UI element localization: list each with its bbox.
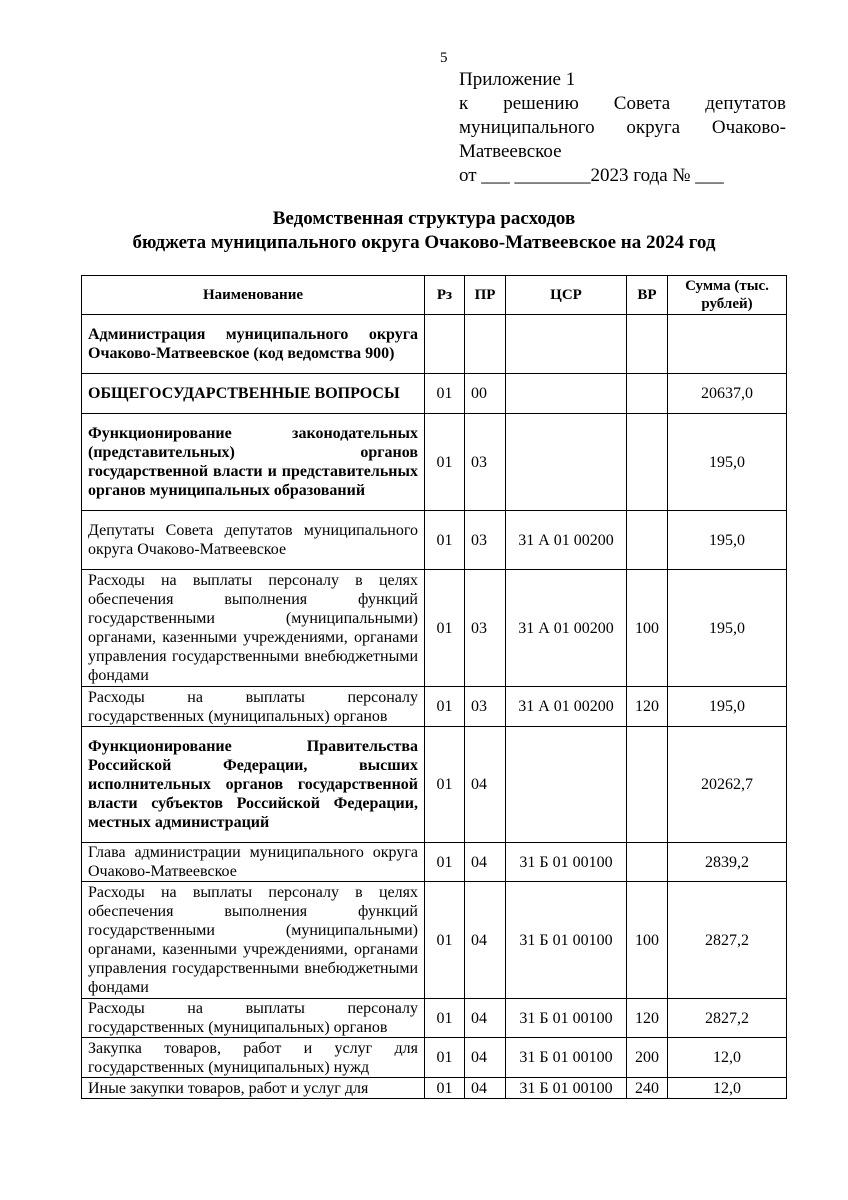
cell-sum: 195,0 xyxy=(668,414,787,511)
cell-vr xyxy=(627,511,668,570)
cell-rz: 01 xyxy=(425,511,465,570)
table-row xyxy=(82,999,787,1038)
cell-name: Функционирование законодательных (представительных) органов государственной власти и представительных органов муниципальных образований xyxy=(82,414,425,511)
table-header-row xyxy=(82,276,787,315)
cell-rz: 01 xyxy=(425,1078,465,1099)
cell-pr xyxy=(465,315,506,374)
cell-name: Депутаты Совета депутатов муниципального округа Очаково-Матвеевское xyxy=(82,511,425,570)
appendix-date-line: от ___ ________2023 года № ___ xyxy=(459,165,724,186)
appendix-decision-line: к решению Совета депутатов xyxy=(459,93,786,114)
cell-vr xyxy=(627,414,668,511)
cell-pr: 03 xyxy=(465,570,506,687)
cell-vr: 240 xyxy=(627,1078,668,1099)
cell-sum: 12,0 xyxy=(668,1038,787,1078)
page-number: 5 xyxy=(440,50,448,66)
cell-pr: 04 xyxy=(465,999,506,1038)
cell-vr: 100 xyxy=(627,570,668,687)
cell-sum: 195,0 xyxy=(668,687,787,727)
table-row xyxy=(82,570,787,687)
cell-csr: 31 Б 01 00100 xyxy=(506,999,627,1038)
table-row xyxy=(82,843,787,882)
table-row xyxy=(82,414,787,511)
cell-csr: 31 А 01 00200 xyxy=(506,687,627,727)
cell-pr: 04 xyxy=(465,1038,506,1078)
cell-pr: 04 xyxy=(465,843,506,882)
cell-name: Закупка товаров, работ и услуг для государственных (муниципальных) нужд xyxy=(82,1038,425,1078)
header-vr: ВР xyxy=(627,276,668,315)
cell-csr xyxy=(506,414,627,511)
cell-sum: 12,0 xyxy=(668,1078,787,1099)
cell-sum: 20637,0 xyxy=(668,374,787,414)
header-name: Наименование xyxy=(82,276,425,315)
table-row xyxy=(82,511,787,570)
cell-name: Глава администрации муниципального округа Очаково-Матвеевское xyxy=(82,843,425,882)
table-row xyxy=(82,687,787,727)
cell-rz: 01 xyxy=(425,1038,465,1078)
cell-rz: 01 xyxy=(425,727,465,843)
table-row xyxy=(82,1038,787,1078)
cell-sum: 195,0 xyxy=(668,511,787,570)
cell-csr: 31 Б 01 00100 xyxy=(506,882,627,999)
budget-table xyxy=(81,275,787,1099)
document-title-line-1: Ведомственная структура расходов xyxy=(272,208,576,229)
cell-name: ОБЩЕГОСУДАРСТВЕННЫЕ ВОПРОСЫ xyxy=(82,374,425,414)
table-row xyxy=(82,374,787,414)
cell-name: Расходы на выплаты персоналу в целях обеспечения выполнения функций государственными (муниципальными) органами, казенными учреждениями, органами управления государственными внебюджетными фондами xyxy=(82,570,425,687)
cell-csr xyxy=(506,727,627,843)
cell-csr: 31 А 01 00200 xyxy=(506,511,627,570)
cell-pr: 03 xyxy=(465,511,506,570)
cell-sum: 2827,2 xyxy=(668,999,787,1038)
cell-rz: 01 xyxy=(425,414,465,511)
cell-vr: 120 xyxy=(627,687,668,727)
cell-rz xyxy=(425,315,465,374)
header-sum: Сумма (тыс. рублей) xyxy=(668,276,787,315)
cell-pr: 03 xyxy=(465,414,506,511)
table-body xyxy=(82,315,787,1099)
cell-csr: 31 Б 01 00100 xyxy=(506,1078,627,1099)
cell-csr: 31 Б 01 00100 xyxy=(506,843,627,882)
cell-sum: 195,0 xyxy=(668,570,787,687)
table-row xyxy=(82,315,787,374)
cell-name: Администрация муниципального округа Очаково-Матвеевское (код ведомства 900) xyxy=(82,315,425,374)
table-row xyxy=(82,727,787,843)
cell-pr: 04 xyxy=(465,882,506,999)
cell-csr xyxy=(506,374,627,414)
cell-vr: 200 xyxy=(627,1038,668,1078)
appendix-district-line: муниципального округа Очаково- xyxy=(459,117,786,138)
cell-rz: 01 xyxy=(425,570,465,687)
cell-rz: 01 xyxy=(425,687,465,727)
appendix-block xyxy=(459,68,786,188)
cell-csr: 31 Б 01 00100 xyxy=(506,1038,627,1078)
cell-csr xyxy=(506,315,627,374)
appendix-district-name: Матвеевское xyxy=(459,141,562,162)
cell-vr: 100 xyxy=(627,882,668,999)
cell-csr: 31 А 01 00200 xyxy=(506,570,627,687)
cell-name: Иные закупки товаров, работ и услуг для xyxy=(82,1078,425,1099)
cell-rz: 01 xyxy=(425,882,465,999)
cell-vr xyxy=(627,315,668,374)
cell-rz: 01 xyxy=(425,999,465,1038)
cell-name: Расходы на выплаты персоналу государственных (муниципальных) органов xyxy=(82,999,425,1038)
appendix-title: Приложение 1 xyxy=(459,69,576,90)
cell-rz: 01 xyxy=(425,374,465,414)
cell-vr xyxy=(627,843,668,882)
table-row xyxy=(82,1078,787,1099)
header-rz: Рз xyxy=(425,276,465,315)
header-csr: ЦСР xyxy=(506,276,627,315)
header-pr: ПР xyxy=(465,276,506,315)
cell-name: Расходы на выплаты персоналу в целях обеспечения выполнения функций государственными (муниципальными) органами, казенными учреждениями, органами управления государственными внебюджетными фондами xyxy=(82,882,425,999)
table-row xyxy=(82,882,787,999)
cell-sum: 2827,2 xyxy=(668,882,787,999)
cell-pr: 04 xyxy=(465,1078,506,1099)
document-title-line-2: бюджета муниципального округа Очаково-Матвеевское на 2024 год xyxy=(132,232,716,253)
cell-name: Функционирование Правительства Российской Федерации, высших исполнительных органов государственной власти субъектов Российской Федерации, местных администраций xyxy=(82,727,425,843)
cell-vr xyxy=(627,727,668,843)
cell-pr: 04 xyxy=(465,727,506,843)
cell-sum: 2839,2 xyxy=(668,843,787,882)
cell-vr: 120 xyxy=(627,999,668,1038)
cell-vr xyxy=(627,374,668,414)
document-title xyxy=(0,207,848,255)
cell-pr: 00 xyxy=(465,374,506,414)
cell-name: Расходы на выплаты персоналу государственных (муниципальных) органов xyxy=(82,687,425,727)
cell-pr: 03 xyxy=(465,687,506,727)
cell-rz: 01 xyxy=(425,843,465,882)
cell-sum xyxy=(668,315,787,374)
cell-sum: 20262,7 xyxy=(668,727,787,843)
